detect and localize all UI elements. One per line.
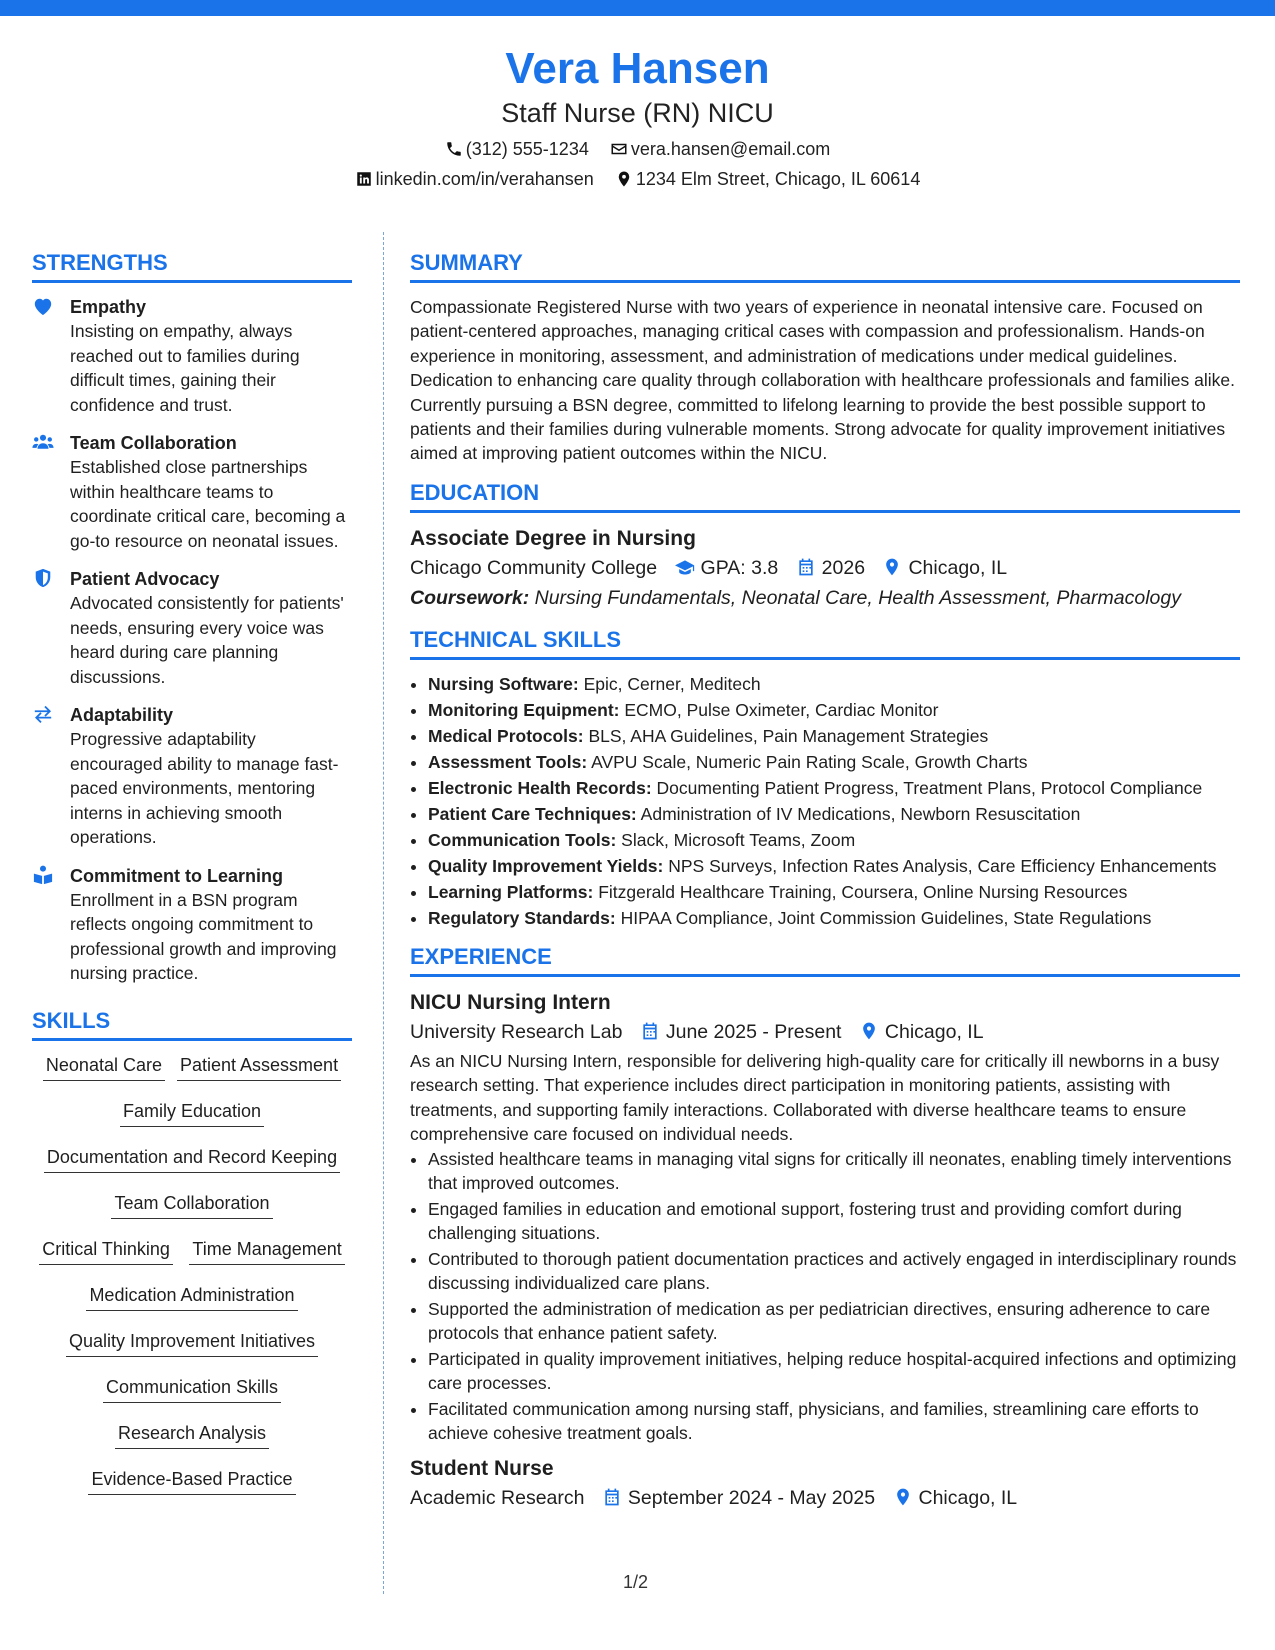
envelope-icon bbox=[610, 140, 628, 158]
strength-title: Team Collaboration bbox=[70, 433, 237, 453]
coursework-line bbox=[410, 583, 1240, 613]
education-location: Chicago, IL bbox=[908, 556, 1008, 579]
top-accent-bar bbox=[0, 0, 1275, 16]
tech-skill-label: Medical Protocols: bbox=[428, 725, 584, 746]
summary-text: Compassionate Registered Nurse with two years of experience in neonatal intensive care. Focused on patient-centered approaches, managing critical cases with compassion and professionalism. Hands-on experience in monitoring, assessment, and administration of medications under medical guidelines. Dedication to enhancing care quality through collaboration with healthcare professionals and families alike. Currently pursuing a BSN degree, committed to lifelong learning to provide the best possible support to patients and their families during vulnerable moments. Strong advocate for quality improvement initiatives aimed at improving patient outcomes within the NICU. bbox=[410, 297, 1235, 464]
tech-skill-value: Epic, Cerner, Meditech bbox=[583, 673, 761, 694]
strength-description: Advocated consistently for patients' needs, ensuring every voice was heard during care planning discussions. bbox=[70, 593, 344, 687]
list-item bbox=[428, 802, 1240, 826]
graduation-cap-icon bbox=[675, 557, 695, 577]
tech-skill-label: Patient Care Techniques: bbox=[428, 803, 637, 824]
tech-skill-value: ECMO, Pulse Oximeter, Cardiac Monitor bbox=[624, 699, 939, 720]
skill-tag: Evidence-Based Practice bbox=[88, 1467, 295, 1495]
job-bullets bbox=[410, 1147, 1240, 1445]
skill-tag: Critical Thinking bbox=[39, 1237, 173, 1265]
job-organization: Academic Research bbox=[410, 1487, 585, 1510]
job-meta bbox=[410, 1017, 1240, 1047]
address-contact bbox=[615, 167, 921, 191]
arrows-exchange-icon bbox=[32, 704, 54, 724]
strength-item bbox=[32, 864, 352, 986]
linkedin-contact[interactable] bbox=[355, 167, 594, 191]
users-icon bbox=[32, 432, 54, 452]
phone-text: (312) 555-1234 bbox=[465, 139, 589, 159]
contact-row-2 bbox=[0, 167, 1275, 191]
tech-skill-label: Electronic Health Records: bbox=[428, 777, 652, 798]
candidate-title: Staff Nurse (RN) NICU bbox=[501, 98, 774, 128]
skills-list bbox=[32, 1053, 352, 1513]
tech-skill-value: Documenting Patient Progress, Treatment Plans, Protocol Compliance bbox=[656, 777, 1203, 798]
job-location: Chicago, IL bbox=[918, 1487, 1018, 1510]
list-item: • Participated in quality improvement initiatives, helping reduce hospital-acquired infections and optimizing care processes. bbox=[428, 1347, 1240, 1395]
strength-description: Established close partnerships within healthcare teams to coordinate critical care, becoming a go-to resource on neonatal issues. bbox=[70, 457, 346, 551]
strengths-heading: STRENGTHS bbox=[32, 250, 352, 283]
strength-title: Empathy bbox=[70, 297, 147, 317]
heart-icon bbox=[32, 296, 54, 316]
strength-description: Insisting on empathy, always reached out to families during difficult times, gaining their confidence and trust. bbox=[70, 321, 300, 415]
summary-heading: SUMMARY bbox=[410, 250, 1240, 283]
job-title: NICU Nursing Intern bbox=[410, 990, 611, 1014]
map-pin-icon bbox=[859, 1021, 879, 1041]
left-column bbox=[32, 250, 352, 1513]
school-name: Chicago Community College bbox=[410, 556, 658, 579]
resume-header bbox=[0, 42, 1275, 191]
experience-entry bbox=[410, 1455, 1240, 1513]
skill-tag: Medication Administration bbox=[86, 1283, 297, 1311]
calendar-icon bbox=[640, 1021, 660, 1041]
tech-skill-label: Learning Platforms: bbox=[428, 881, 594, 902]
list-item: • Contributed to thorough patient documentation practices and actively engaged in interdisciplinary rounds discussing individualized care plans. bbox=[428, 1247, 1240, 1295]
job-dates: June 2025 - Present bbox=[665, 1020, 842, 1043]
list-item bbox=[428, 880, 1240, 904]
skill-tag: Communication Skills bbox=[103, 1375, 281, 1403]
tech-skill-label: Regulatory Standards: bbox=[428, 907, 616, 928]
experience-heading: EXPERIENCE bbox=[410, 944, 1240, 977]
job-description: As an NICU Nursing Intern, responsible for delivering high-quality care for critically ill newborns in a busy research setting. That experience includes direct participation in monitoring patients, assisting with treatments, and supporting family interactions. Collaborated with diverse healthcare teams to ensure comprehensive care focused on individual needs. bbox=[410, 1050, 1220, 1145]
list-item bbox=[428, 750, 1240, 774]
tech-skill-label: Quality Improvement Yields: bbox=[428, 855, 664, 876]
skill-tag: Team Collaboration bbox=[111, 1191, 272, 1219]
map-pin-icon bbox=[893, 1487, 913, 1507]
list-item bbox=[428, 724, 1240, 748]
calendar-icon bbox=[796, 557, 816, 577]
tech-skill-value: Fitzgerald Healthcare Training, Coursera, Online Nursing Resources bbox=[598, 881, 1128, 902]
tech-skill-value: HIPAA Compliance, Joint Commission Guidelines, State Regulations bbox=[620, 907, 1152, 928]
book-reader-icon bbox=[32, 865, 54, 885]
strength-item bbox=[32, 703, 352, 850]
strength-title: Patient Advocacy bbox=[70, 569, 220, 589]
strength-description: Progressive adaptability encouraged ability to manage fast-paced environments, mentoring interns in achieving smooth operations. bbox=[70, 729, 339, 847]
skill-tag: Time Management bbox=[189, 1237, 344, 1265]
tech-skill-label: Monitoring Equipment: bbox=[428, 699, 620, 720]
skill-tag: Research Analysis bbox=[115, 1421, 269, 1449]
skill-tag: Family Education bbox=[120, 1099, 264, 1127]
skills-heading: SKILLS bbox=[32, 1008, 352, 1041]
skill-tag: Documentation and Record Keeping bbox=[44, 1145, 340, 1173]
email-text: vera.hansen@email.com bbox=[630, 139, 831, 159]
job-location: Chicago, IL bbox=[884, 1020, 984, 1043]
list-item: • Engaged families in education and emotional support, fostering trust and providing comfort during challenging situations. bbox=[428, 1197, 1240, 1245]
coursework-label: Coursework: bbox=[410, 586, 530, 609]
degree-title: Associate Degree in Nursing bbox=[410, 526, 696, 550]
list-item: • Facilitated communication among nursing staff, physicians, and families, streamlining care efforts to achieve cohesive treatment goals. bbox=[428, 1397, 1240, 1445]
strength-item bbox=[32, 567, 352, 689]
calendar-icon bbox=[602, 1487, 622, 1507]
list-item bbox=[428, 854, 1240, 878]
strength-item bbox=[32, 431, 352, 553]
list-item: • Assisted healthcare teams in managing vital signs for critically ill neonates, enabling timely interventions that improved outcomes. bbox=[428, 1147, 1240, 1195]
gpa-text: GPA: 3.8 bbox=[700, 556, 779, 579]
skill-tag: Neonatal Care bbox=[43, 1053, 165, 1081]
list-item bbox=[428, 906, 1240, 930]
tech-skill-value: Slack, Microsoft Teams, Zoom bbox=[621, 829, 856, 850]
strength-item bbox=[32, 295, 352, 417]
job-meta bbox=[410, 1483, 1240, 1513]
linkedin-text: linkedin.com/in/verahansen bbox=[375, 169, 594, 189]
skill-tag: Quality Improvement Initiatives bbox=[66, 1329, 318, 1357]
strength-description: Enrollment in a BSN program reflects ongoing commitment to professional growth and improving nursing practice. bbox=[70, 889, 337, 983]
email-contact[interactable] bbox=[610, 137, 830, 161]
list-item bbox=[428, 672, 1240, 696]
education-heading: EDUCATION bbox=[410, 480, 1240, 513]
map-pin-icon bbox=[615, 170, 633, 188]
map-pin-icon bbox=[882, 557, 902, 577]
right-column bbox=[410, 250, 1240, 1513]
address-text: 1234 Elm Street, Chicago, IL 60614 bbox=[635, 169, 921, 189]
list-item bbox=[428, 698, 1240, 722]
candidate-name: Vera Hansen bbox=[505, 44, 770, 93]
list-item bbox=[428, 776, 1240, 800]
experience-entry bbox=[410, 989, 1240, 1446]
technical-skills-list bbox=[410, 672, 1240, 930]
skill-tag: Patient Assessment bbox=[177, 1053, 341, 1081]
list-item: • Supported the administration of medication as per pediatrician directives, ensuring adherence to care protocols that enhance patient safety. bbox=[428, 1297, 1240, 1345]
page-number: 1/2 bbox=[623, 1572, 649, 1592]
column-divider bbox=[383, 232, 384, 1594]
job-dates: September 2024 - May 2025 bbox=[627, 1487, 876, 1510]
tech-skill-label: Assessment Tools: bbox=[428, 751, 588, 772]
phone-icon bbox=[445, 140, 463, 158]
tech-skill-value: Administration of IV Medications, Newborn Resuscitation bbox=[640, 803, 1081, 824]
contact-row-1 bbox=[0, 137, 1275, 161]
strength-title: Adaptability bbox=[70, 705, 174, 725]
tech-skill-value: AVPU Scale, Numeric Pain Rating Scale, Growth Charts bbox=[591, 751, 1028, 772]
graduation-year: 2026 bbox=[821, 556, 866, 579]
job-organization: University Research Lab bbox=[410, 1020, 623, 1043]
shield-icon bbox=[32, 568, 54, 588]
tech-skill-value: NPS Surveys, Infection Rates Analysis, Care Efficiency Enhancements bbox=[668, 855, 1217, 876]
tech-skill-label: Nursing Software: bbox=[428, 673, 579, 694]
linkedin-icon bbox=[355, 170, 373, 188]
education-meta bbox=[410, 553, 1240, 583]
list-item bbox=[428, 828, 1240, 852]
job-title: Student Nurse bbox=[410, 1457, 554, 1481]
tech-skill-value: BLS, AHA Guidelines, Pain Management Strategies bbox=[588, 725, 989, 746]
tech-skill-label: Communication Tools: bbox=[428, 829, 617, 850]
technical-skills-heading: TECHNICAL SKILLS bbox=[410, 627, 1240, 660]
coursework-text: Nursing Fundamentals, Neonatal Care, Health Assessment, Pharmacology bbox=[534, 586, 1181, 609]
phone-contact bbox=[445, 137, 589, 161]
strength-title: Commitment to Learning bbox=[70, 865, 284, 886]
